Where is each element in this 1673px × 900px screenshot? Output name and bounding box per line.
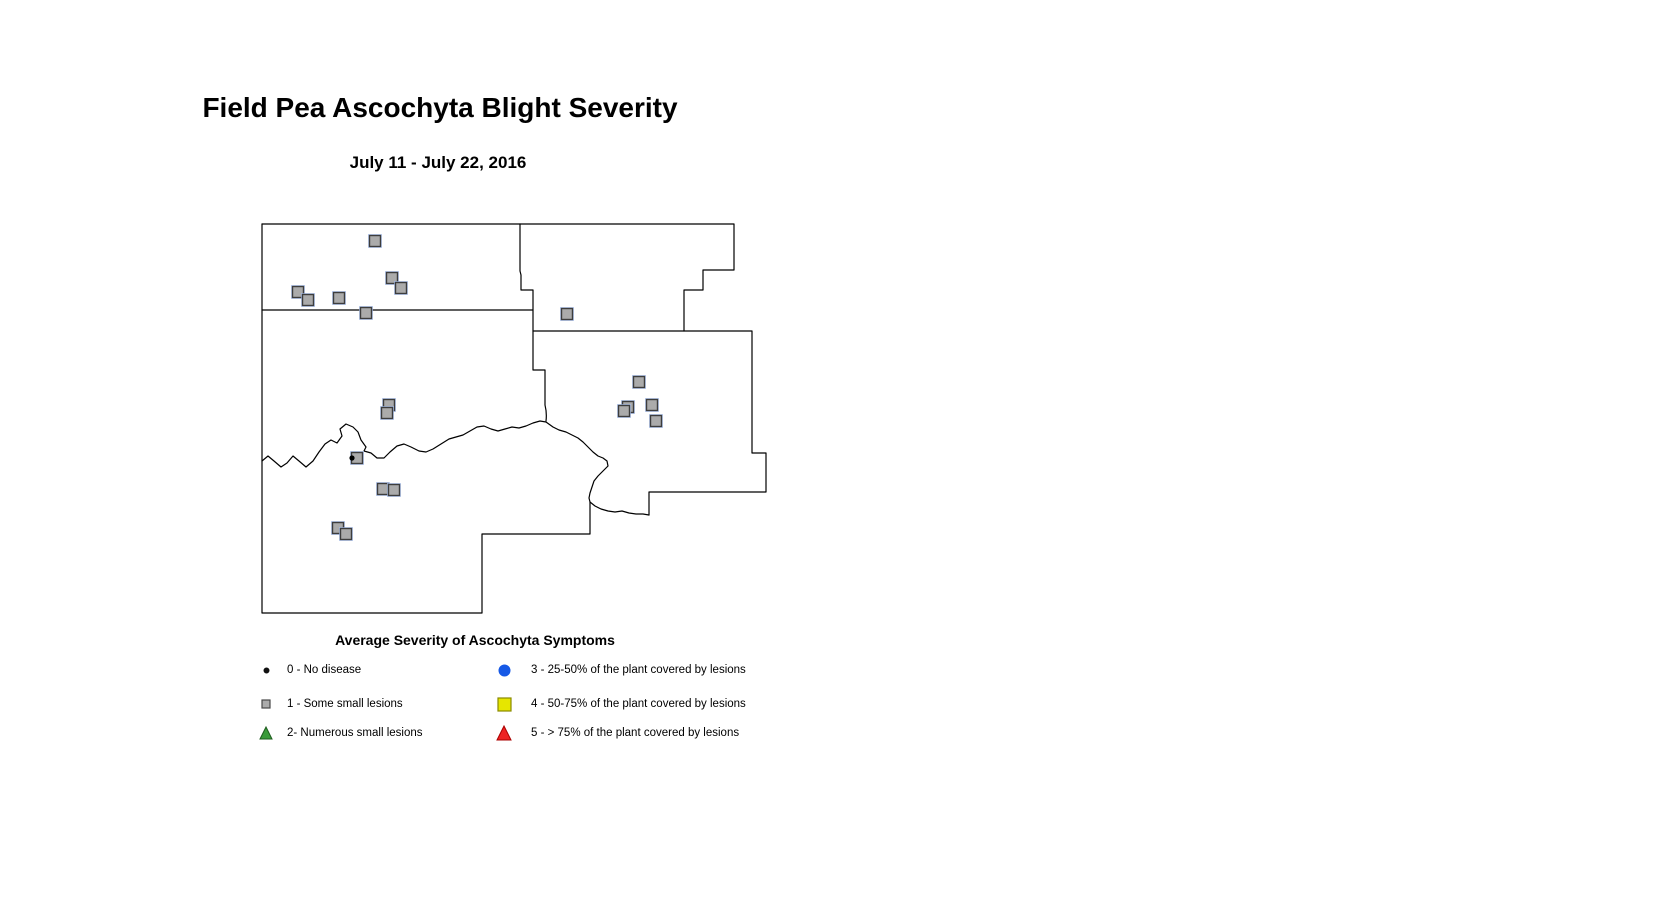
circle-icon (496, 663, 513, 678)
legend-symbol (253, 666, 279, 675)
dot-icon (261, 666, 272, 675)
legend-title: Average Severity of Ascochyta Symptoms (335, 632, 615, 648)
severity-1-marker (396, 283, 407, 294)
legend-symbol (491, 724, 517, 742)
legend-symbol (491, 663, 517, 678)
figure-subtitle: July 11 - July 22, 2016 (349, 153, 527, 172)
legend-item-label: 5 - > 75% of the plant covered by lesions (531, 727, 740, 739)
county-boundary-path (520, 224, 546, 421)
severity-1-marker (303, 295, 314, 306)
triangle-marker-icon (260, 727, 272, 739)
severity-1-marker (619, 406, 630, 417)
legend-item-label: 2- Numerous small lesions (287, 727, 423, 739)
severity-1-marker (647, 400, 658, 411)
legend-item-label: 4 - 50-75% of the plant covered by lesions (531, 698, 746, 710)
severity-1-marker (382, 408, 393, 419)
square-marker-icon (262, 700, 270, 708)
legend-item-label: 1 - Some small lesions (287, 698, 403, 710)
severity-1-marker (634, 377, 645, 388)
dot-marker-icon (264, 668, 269, 673)
severity-1-marker (341, 529, 352, 540)
legend-symbol (253, 725, 279, 741)
legend-symbol (253, 698, 279, 710)
triangle-icon (257, 725, 275, 741)
severity-1-marker (334, 293, 345, 304)
severity-0-marker (349, 455, 354, 460)
county-severity-map (240, 200, 790, 630)
severity-data-points (292, 235, 663, 541)
triangle-icon (494, 724, 514, 742)
square-marker-icon (498, 698, 511, 711)
severity-1-marker (361, 308, 372, 319)
severity-1-marker (378, 484, 389, 495)
legend-item-label: 0 - No disease (287, 664, 362, 676)
square-icon (259, 698, 273, 710)
severity-1-marker (389, 485, 400, 496)
circle-marker-icon (499, 665, 510, 676)
county-boundaries (262, 224, 766, 613)
legend-item-severity-2 (253, 724, 423, 742)
square-icon (495, 696, 514, 713)
severity-1-marker (651, 416, 662, 427)
severity-1-marker (562, 309, 573, 320)
legend-symbol (491, 696, 517, 713)
legend-item-severity-5 (491, 724, 739, 742)
legend-item-severity-4 (491, 695, 746, 713)
figure-title: Field Pea Ascochyta Blight Severity (202, 92, 678, 123)
county-boundary-path (262, 224, 734, 331)
legend-item-severity-1 (253, 695, 403, 713)
legend-item-label: 3 - 25-50% of the plant covered by lesions (531, 664, 746, 676)
legend-item-severity-3 (491, 661, 746, 679)
county-boundary-path (262, 224, 590, 613)
legend-item-severity-0 (253, 661, 361, 679)
severity-1-marker (370, 236, 381, 247)
county-boundary-path (262, 421, 649, 515)
triangle-marker-icon (497, 726, 511, 740)
